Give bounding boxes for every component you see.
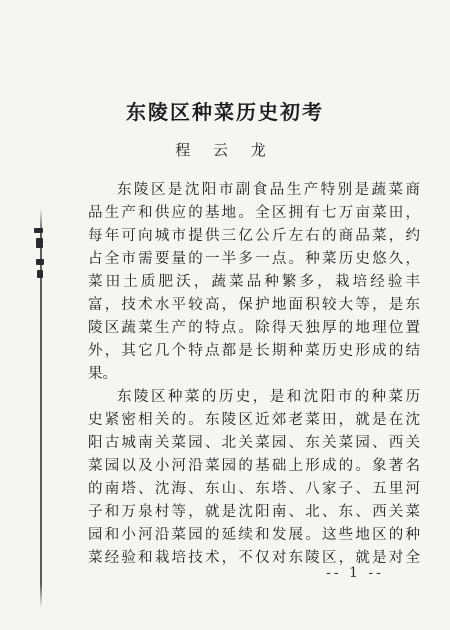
binding-mark [36,259,44,265]
body-line: 东陵区是沈阳市副食品生产特别是蔬菜商 [117,182,420,198]
body-line: 品生产和供应的基地。全区拥有七万亩菜田， [88,205,420,221]
body-line: 园和小河沿菜园的延续和发展。这些地区的种 [88,527,420,543]
body-line: 富，技术水平较高，保护地面积较大等，是东 [88,297,420,313]
body-line: 外，其它几个特点都是长期种菜历史形成的结 [88,343,420,359]
document-author: 程 云 龙 [175,141,275,159]
body-line: 阳古城南关菜园、北关菜园、东关菜园、西关 [88,435,420,451]
body-line: 东陵区种菜的历史，是和沈阳市的种菜历 [117,389,420,405]
body-line: 菜田土质肥沃，蔬菜品种繁多，栽培经验丰 [88,274,420,290]
binding-line [40,208,42,608]
body-line: 菜经验和栽培技术，不仅对东陵区，就是对全 [88,550,420,566]
body-line: 果。 [88,366,117,382]
binding-mark [34,228,43,233]
binding-mark [36,238,43,248]
body-line: 史紧密相关的。东陵区近郊老菜田，就是在沈 [88,412,420,428]
body-line: 占全市需要量的一半多一点。种菜历史悠久， [88,251,420,267]
body-line: 陵区蔬菜生产的特点。除得天独厚的地理位置 [88,320,420,336]
binding-mark [37,270,43,278]
page-number: -- 1 -- [326,565,384,581]
body-line: 菜园以及小河沿菜园的基础上形成的。象著名 [88,458,420,474]
body-line: 每年可向城市提供三亿公斤左右的商品菜，约 [88,228,420,244]
body-line: 子和万泉村等，就是沈阳南、北、东、西关菜 [88,504,420,520]
body-line: 的南塔、沈海、东山、东塔、八家子、五里河 [88,481,420,497]
document-title: 东陵区种菜历史初考 [126,100,324,124]
